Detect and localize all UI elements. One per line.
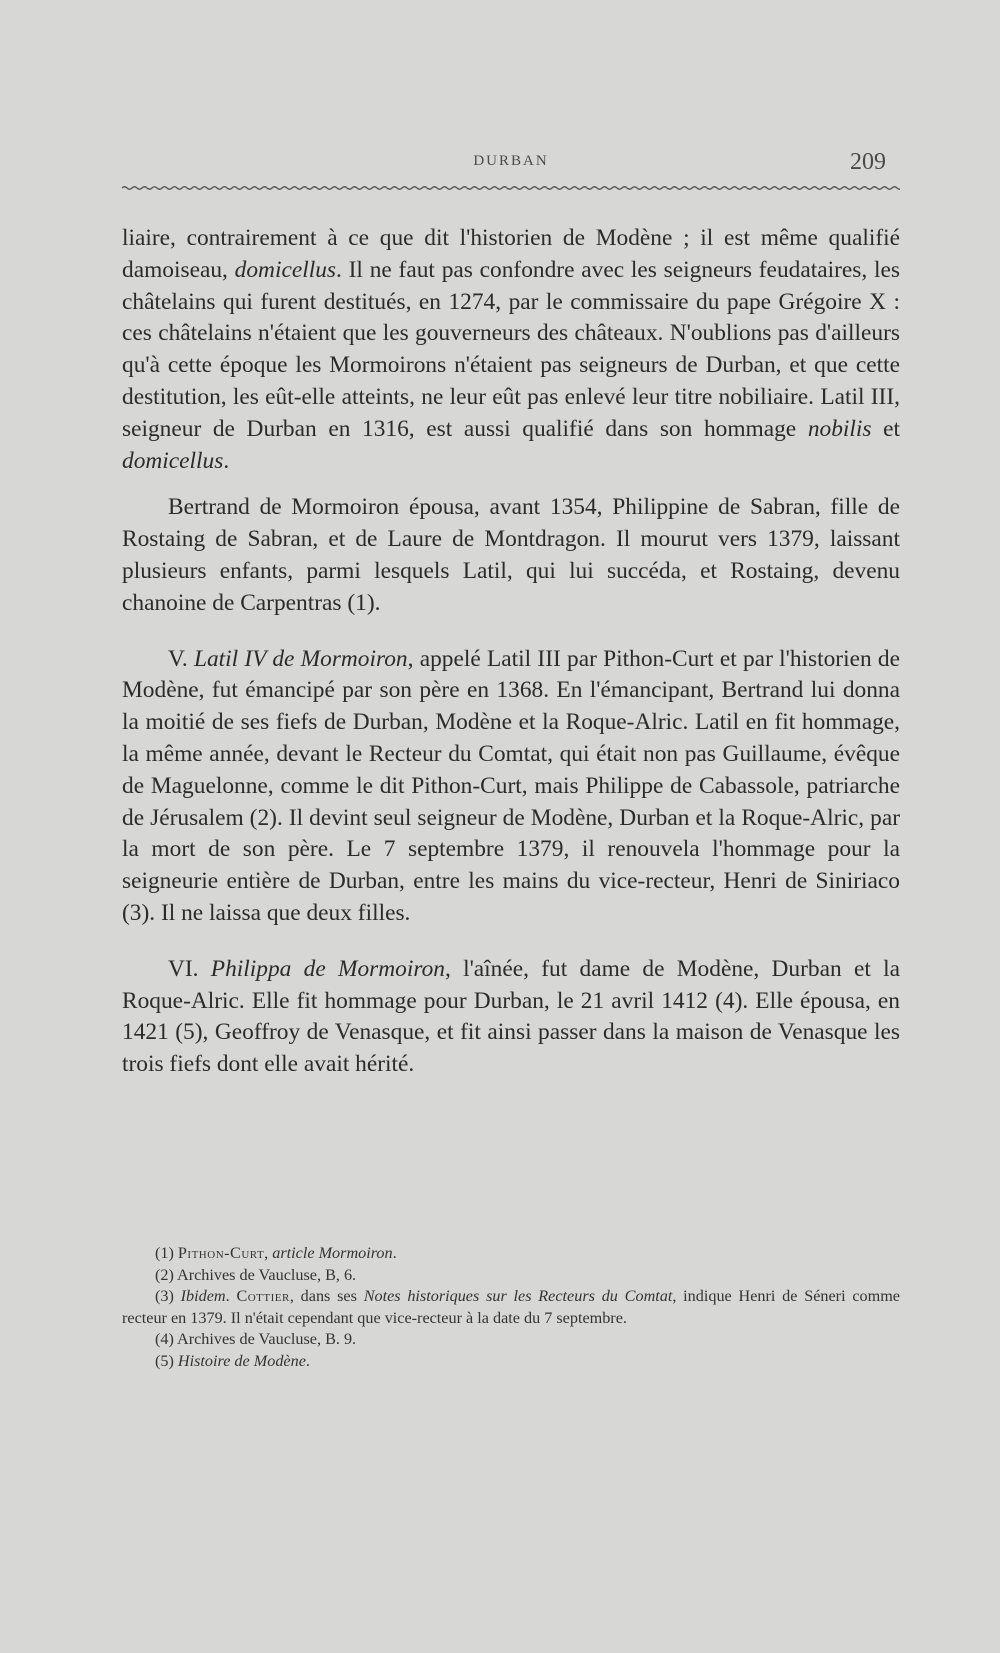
footnote-3: (3) Ibidem. Cottier, dans ses Notes historiques sur les Recteurs du Comtat, indique Henri de Séneri comme recteur en 1379. Il n'était cependant que vice-recteur à la date du 7 septembre. — [122, 1287, 900, 1327]
paragraph-3: V. Latil IV de Mormoiron, appelé Latil III par Pithon-Curt et par l'historien de Modène, fut émancipé par son père en 1368. En l'émancipant, Bertrand lui donna la moitié de ses fiefs de Durban, Modène et la Roque-Alric. Latil en fit hommage, la même année, devant le Recteur du Comtat, qui était non pas Guillaume, évêque de Maguelonne, comme le dit Pithon-Curt, mais Philippe de Cabassole, patriarche de Jérusalem (2). Il devint seul seigneur de Modène, Durban et la Roque-Alric, par la mort de son père. Le 7 septembre 1379, il renouvela l'hommage pour la seigneurie entière de Durban, entre les mains du vice-recteur, Henri de Siniriaco (3). Il ne laissa que deux filles. — [122, 645, 900, 926]
footnote-2: (2) Archives de Vaucluse, B, 6. — [155, 1265, 357, 1284]
running-head — [122, 149, 900, 177]
running-title: DURBAN — [473, 153, 549, 169]
paragraph-4: VI. Philippa de Mormoiron, l'aînée, fut dame de Modène, Durban et la Roque-Alric. Elle fit hommage pour Durban, le 21 avril 1412 (4). Elle épousa, en 1421 (5), Geoffroy de Venasque, et fit ainsi passer dans la maison de Venasque les trois fiefs dont elle avait hérité. — [122, 955, 900, 1078]
footnote-1: (1) Pithon-Curt, article Mormoiron. — [155, 1244, 397, 1262]
footnote-4: (4) Archives de Vaucluse, B. 9. — [155, 1330, 357, 1349]
page-number: 209 — [850, 149, 886, 175]
paragraph-1: liaire, contrairement à ce que dit l'historien de Modène ; il est même qualifié damoiseau, domicellus. Il ne faut pas confondre avec les seigneurs feudataires, les châtelains qui furent destitués, en 1274, par le commissaire du pape Grégoire X : ces châtelains n'étaient que les gouverneurs des châteaux. N'oublions pas d'ailleurs qu'à cette époque les Mormoirons n'étaient pas seigneurs de Durban, et que cette destitution, les eût-elle atteints, ne leur eût pas enlevé leur titre nobiliaire. Latil III, seigneur de Durban en 1316, est aussi qualifié dans son hommage nobilis et domicellus. — [122, 225, 901, 474]
main-text — [122, 223, 900, 1081]
paragraph-2: Bertrand de Mormoiron épousa, avant 1354, Philippine de Sabran, fille de Rostaing de Sabran, et de Laure de Montdragon. Il mourut vers 1379, laissant plusieurs enfants, parmi lesquels Latil, qui lui succéda, et Rostaing, devenu chanoine de Carpentras (1). — [122, 494, 900, 616]
footnote-5: (5) Histoire de Modène. — [155, 1351, 310, 1370]
footnotes — [122, 1243, 900, 1373]
wavy-rule — [122, 184, 900, 192]
